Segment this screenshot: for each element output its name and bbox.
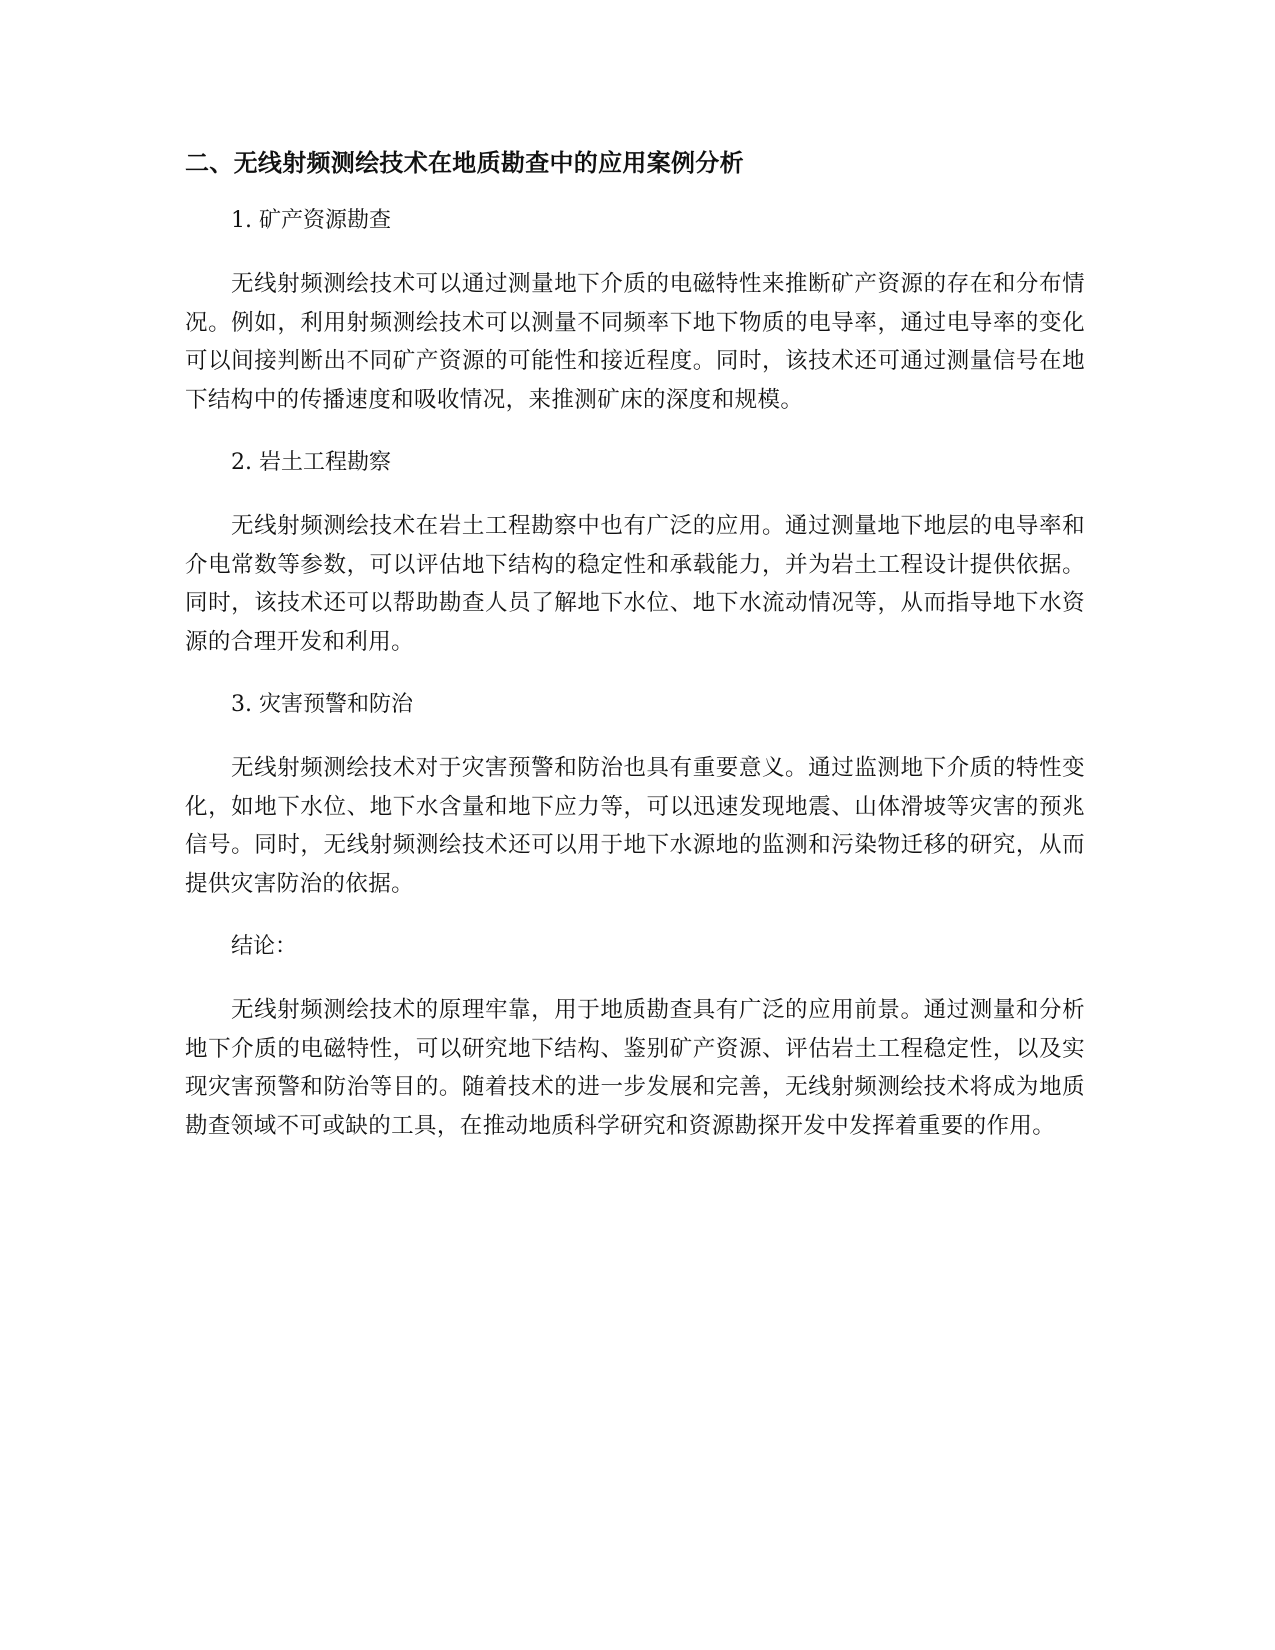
paragraph-mineral-exploration: 无线射频测绘技术可以通过测量地下介质的电磁特性来推断矿产资源的存在和分布情况。例如，利用射频测绘技术可以测量不同频率下地下物质的电导率，通过电导率的变化可以间接判断出不同矿产资源的可能性和接近程度。同时，该技术还可通过测量信号在地下结构中的传播速度和吸收情况，来推测矿床的深度和规模。 xyxy=(185,271,1085,413)
subsection-title-mineral-exploration: 1. 矿产资源勘查 xyxy=(231,208,391,233)
subsection-title-disaster-warning: 3. 灾害预警和防治 xyxy=(231,692,413,717)
paragraph-conclusion: 无线射频测绘技术的原理牢靠，用于地质勘查具有广泛的应用前景。通过测量和分析地下介质的电磁特性，可以研究地下结构、鉴别矿产资源、评估岩土工程稳定性，以及实现灾害预警和防治等目的。随着技术的进一步发展和完善，无线射频测绘技术将成为地质勘查领域不可或缺的工具，在推动地质科学研究和资源勘探开发中发挥着重要的作用。 xyxy=(185,997,1085,1139)
document-body xyxy=(185,143,1085,1171)
paragraph-disaster-warning: 无线射频测绘技术对于灾害预警和防治也具有重要意义。通过监测地下介质的特性变化，如地下水位、地下水含量和地下应力等，可以迅速发现地震、山体滑坡等灾害的预兆信号。同时，无线射频测绘技术还可以用于地下水源地的监测和污染物迁移的研究，从而提供灾害防治的依据。 xyxy=(185,755,1085,897)
paragraph-geotechnical-survey: 无线射频测绘技术在岩土工程勘察中也有广泛的应用。通过测量地下地层的电导率和介电常数等参数，可以评估地下结构的稳定性和承载能力，并为岩土工程设计提供依据。同时，该技术还可以帮助勘查人员了解地下水位、地下水流动情况等，从而指导地下水资源的合理开发和利用。 xyxy=(185,513,1085,655)
conclusion-title: 结论： xyxy=(231,934,298,959)
subsection-title-geotechnical-survey: 2. 岩土工程勘察 xyxy=(231,450,391,475)
section-heading: 二、无线射频测绘技术在地质勘查中的应用案例分析 xyxy=(185,149,744,177)
